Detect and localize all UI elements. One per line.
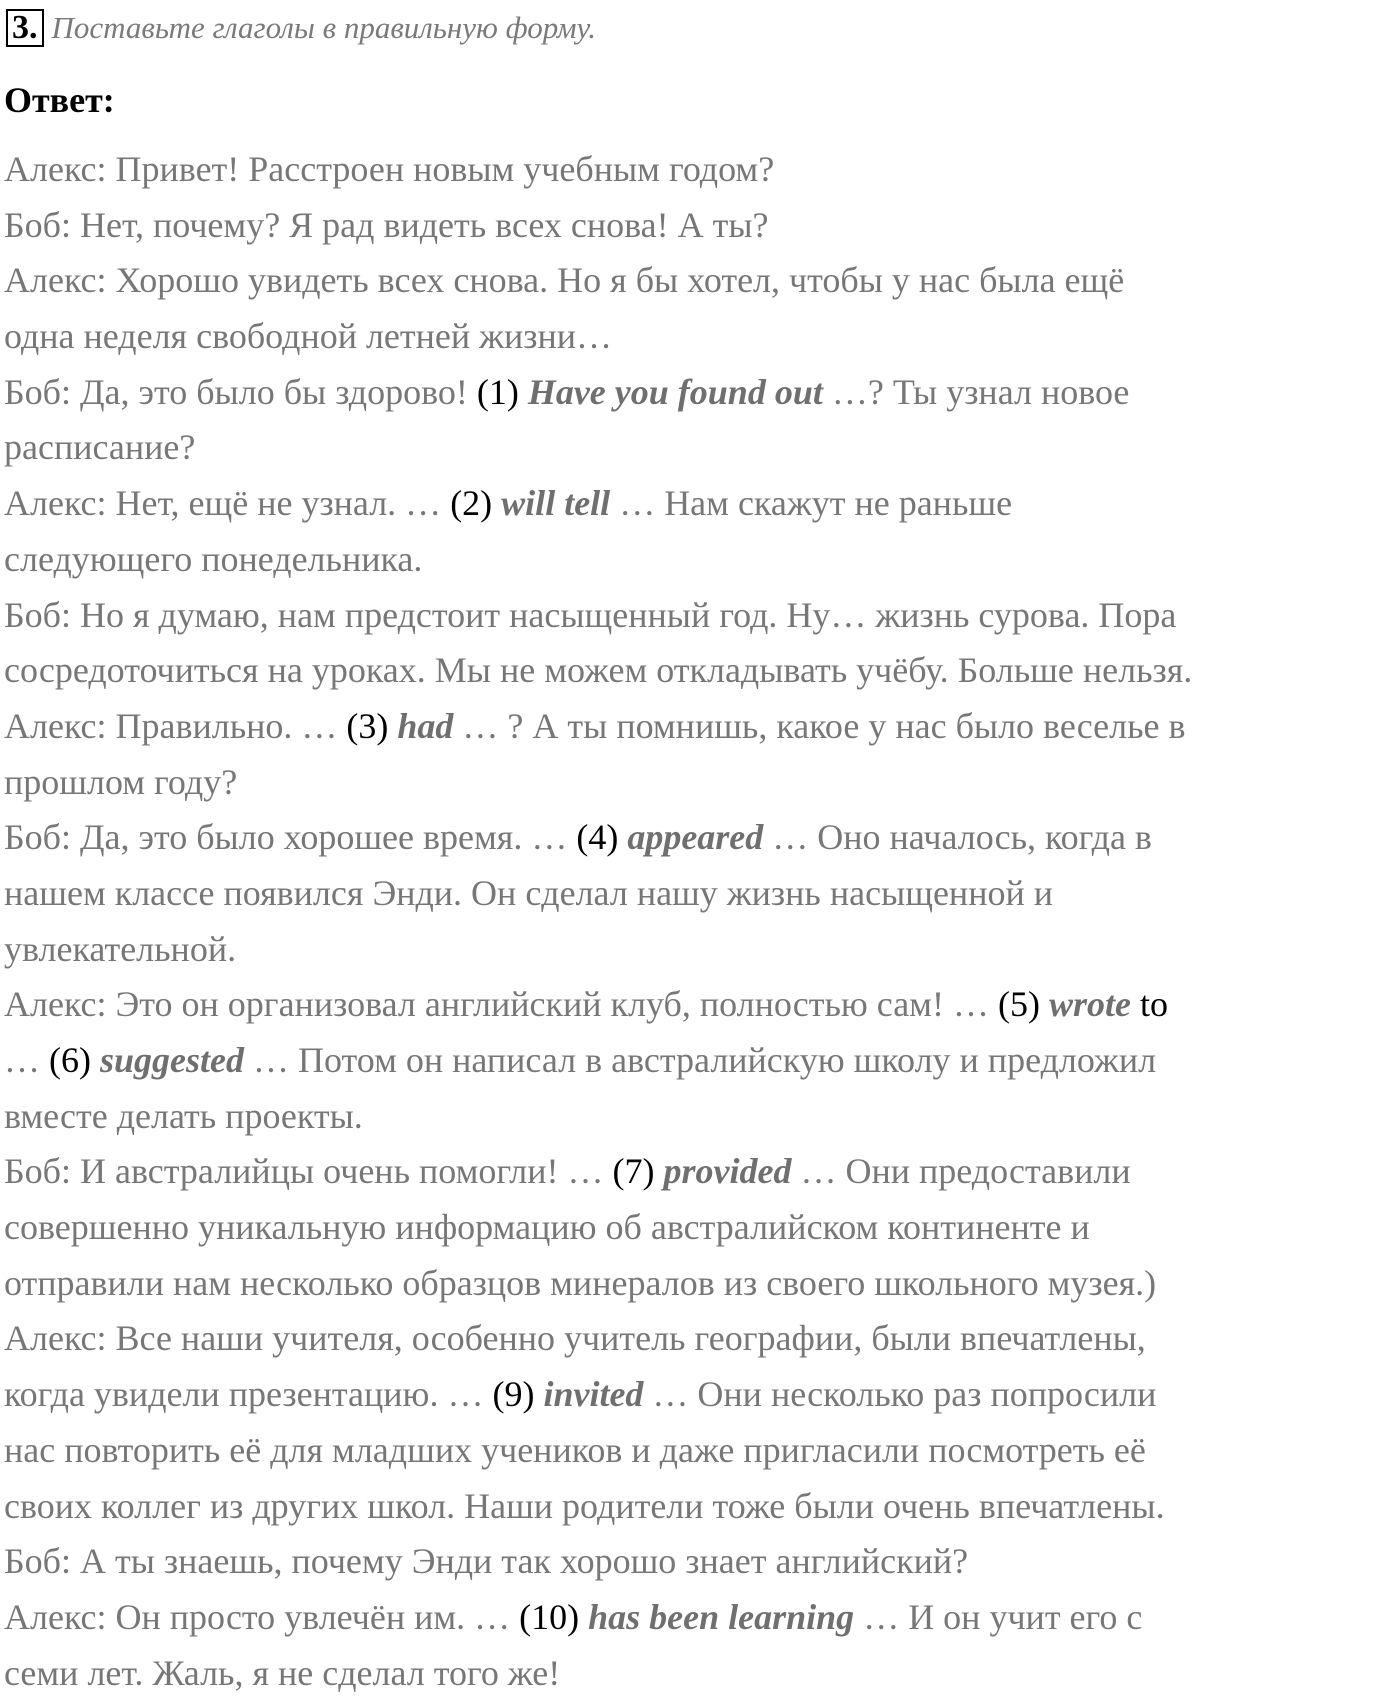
- item-number: (3): [346, 705, 398, 746]
- dialogue-line: [4, 1256, 1400, 1312]
- answer-verb: suggested: [99, 1040, 244, 1080]
- line-text: расписание?: [4, 427, 196, 468]
- task-instruction: Поставьте глаголы в правильную форму.: [51, 10, 597, 45]
- line-text: Алекс: Привет! Расстроен новым учебным годом?: [4, 149, 775, 189]
- dialogue-line: [4, 810, 1400, 866]
- dialogue-line: [4, 699, 1400, 755]
- dialogue-line: [4, 142, 1400, 198]
- dialogue-line: [4, 1646, 1400, 1701]
- dialogue-line: [4, 1033, 1400, 1089]
- line-text: … Потом он написал в австралийскую школу и предложил: [243, 1040, 1157, 1080]
- line-text: нас повторить её для младших учеников и даже пригласили посмотреть её: [4, 1429, 1146, 1470]
- line-text-dark: to: [1139, 984, 1168, 1025]
- dialogue-line: [4, 420, 1400, 476]
- line-text: … ? А ты помнишь, какое у нас было веселье в: [453, 705, 1186, 746]
- answer-verb: Have you found out: [527, 371, 823, 412]
- line-text: семи лет. Жаль, я не сделал того же!: [4, 1652, 561, 1693]
- line-text: Алекс: Нет, ещё не узнал. …: [4, 483, 451, 524]
- line-text: сосредоточиться на уроках. Мы не можем откладывать учёбу. Больше нельзя.: [4, 650, 1193, 691]
- dialogue-line: [4, 1423, 1400, 1479]
- dialogue-line: [4, 532, 1400, 588]
- line-text: Боб: И австралийцы очень помогли! …: [4, 1151, 613, 1192]
- line-text: … Они несколько раз попросили: [643, 1374, 1157, 1415]
- dialogue-line: [4, 866, 1400, 922]
- line-text: Боб: Да, это было хорошее время. …: [4, 817, 577, 858]
- item-number: (2): [450, 483, 502, 524]
- item-number: (1): [476, 371, 528, 412]
- line-text: увлекательной.: [4, 928, 237, 969]
- line-text: вместе делать проекты.: [4, 1095, 363, 1136]
- dialogue-line: [4, 1534, 1400, 1590]
- line-text: своих коллег из других школ. Наши родители тоже были очень впечатлены.: [4, 1485, 1165, 1526]
- answer-verb: has been learning: [588, 1596, 855, 1637]
- dialogue-line: [4, 977, 1400, 1033]
- answer-heading: Ответ:: [4, 80, 115, 120]
- line-text: Алекс: Все наши учителя, особенно учитель географии, были впечатлены,: [4, 1318, 1146, 1359]
- line-text: … И он учит его с: [854, 1596, 1143, 1637]
- line-text: нашем классе появился Энди. Он сделал нашу жизнь насыщенной и: [4, 872, 1053, 913]
- answer-verb: had: [397, 705, 454, 746]
- task-header: [6, 8, 596, 48]
- dialogue-line: [4, 1367, 1400, 1423]
- line-text: следующего понедельника.: [4, 538, 423, 579]
- item-number: (9): [492, 1374, 544, 1415]
- line-text: когда увидели презентацию. …: [4, 1374, 493, 1415]
- item-number: (6): [49, 1040, 100, 1080]
- dialogue-line: [4, 588, 1400, 644]
- line-text: совершенно уникальную информацию об австралийском континенте и: [4, 1207, 1090, 1248]
- line-text: …: [4, 1040, 49, 1080]
- item-number: (7): [612, 1151, 664, 1192]
- dialogue-line: [4, 1089, 1400, 1145]
- answer-verb: will tell: [501, 483, 611, 524]
- answer-verb: invited: [543, 1374, 644, 1415]
- item-number: (4): [576, 817, 628, 858]
- line-text: [1131, 984, 1140, 1024]
- line-text: Алекс: Правильно. …: [4, 705, 347, 746]
- line-text: отправили нам несколько образцов минералов из своего школьного музея.): [4, 1262, 1157, 1303]
- line-text: Боб: Нет, почему? Я рад видеть всех снова! А ты?: [4, 204, 769, 245]
- line-text: Боб: Но я думаю, нам предстоит насыщенный год. Ну… жизнь сурова. Пора: [4, 594, 1177, 635]
- line-text: … Нам скажут не раньше: [610, 483, 1013, 524]
- item-number: (10): [519, 1596, 589, 1637]
- dialogue-line: [4, 755, 1400, 811]
- dialogue-line: [4, 365, 1400, 421]
- line-text: Боб: А ты знаешь, почему Энди так хорошо знает английский?: [4, 1541, 969, 1582]
- dialogue-line: [4, 1200, 1400, 1256]
- line-text: одна неделя свободной летней жизни…: [4, 316, 613, 357]
- line-text: … Оно началось, когда в: [763, 817, 1152, 858]
- dialogue-line: [4, 1590, 1400, 1646]
- line-text: Алекс: Он просто увлечён им. …: [4, 1596, 520, 1637]
- dialogue-line: [4, 198, 1400, 254]
- answer-verb: wrote: [1048, 984, 1131, 1025]
- item-number: (5): [997, 984, 1049, 1025]
- dialogue-line: [4, 1144, 1400, 1200]
- line-text: … Они предоставили: [791, 1151, 1131, 1192]
- dialogue-text: [4, 142, 1400, 1701]
- answer-verb: provided: [663, 1151, 792, 1192]
- dialogue-line: [4, 1479, 1400, 1535]
- answer-verb: appeared: [627, 817, 764, 858]
- line-text: Боб: Да, это было бы здорово!: [4, 371, 477, 412]
- dialogue-line: [4, 253, 1400, 309]
- dialogue-line: [4, 476, 1400, 532]
- line-text: Алекс: Хорошо увидеть всех снова. Но я бы хотел, чтобы у нас была ещё: [4, 260, 1125, 301]
- task-number-badge: 3.: [6, 9, 44, 47]
- line-text: прошлом году?: [4, 761, 238, 802]
- line-text: …? Ты узнал новое: [822, 371, 1130, 412]
- dialogue-line: [4, 1311, 1400, 1367]
- dialogue-line: [4, 643, 1400, 699]
- dialogue-line: [4, 922, 1400, 978]
- dialogue-line: [4, 309, 1400, 365]
- line-text: Алекс: Это он организовал английский клуб, полностью сам! …: [4, 984, 998, 1025]
